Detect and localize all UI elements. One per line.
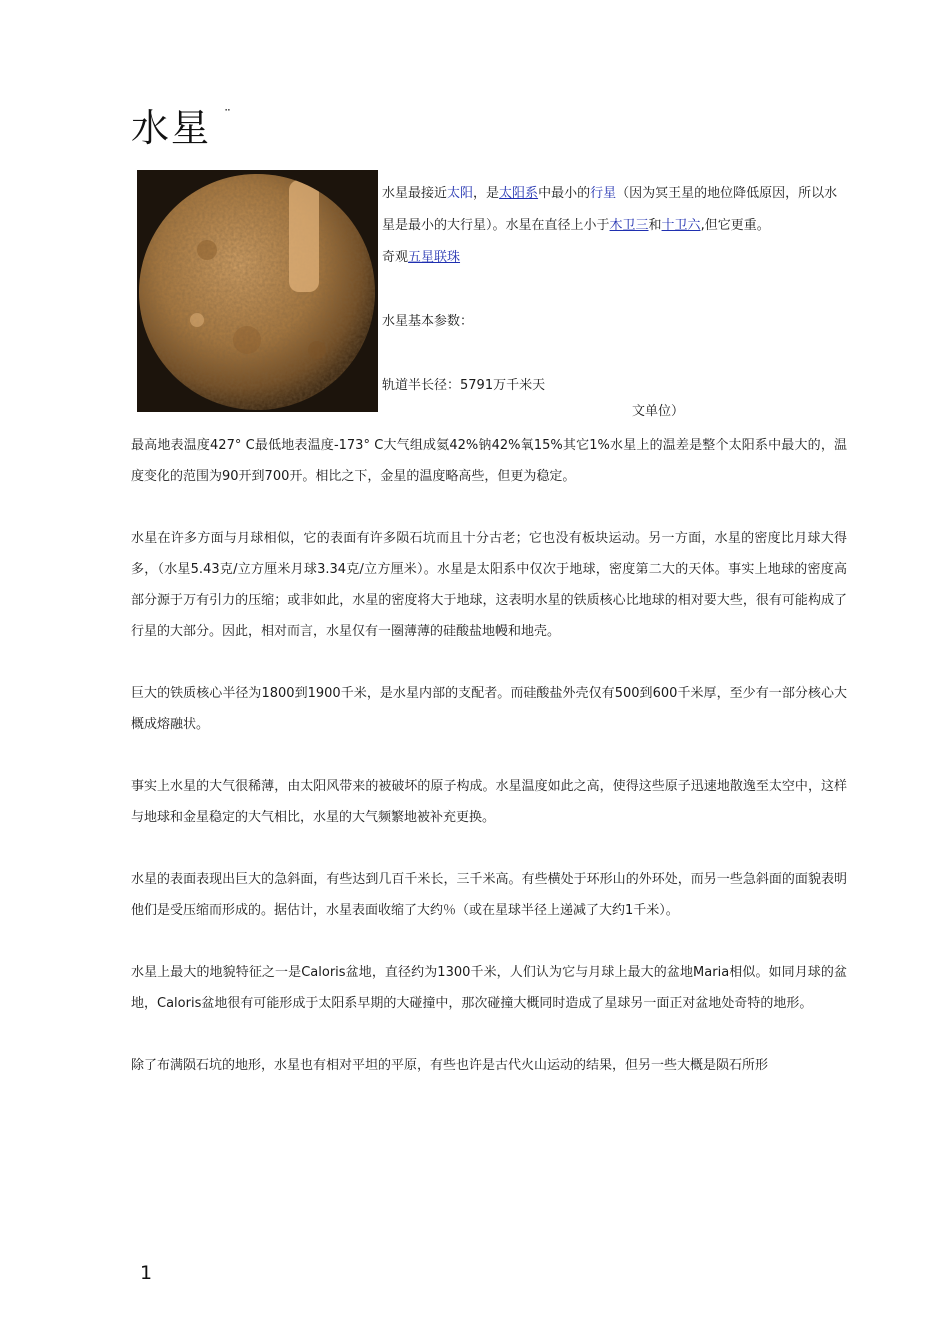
intro-wonder — [382, 242, 848, 274]
intro-text: （因为冥王星的地位降低原因，所以水星是最小的大行星）。水星在直径上小于 — [382, 186, 838, 233]
link-ganymede[interactable]: 木卫三 — [609, 218, 649, 233]
mercury-image — [137, 170, 378, 412]
link-planet[interactable]: 行星 — [590, 186, 617, 201]
paragraph-density: 水星在许多方面与月球相似，它的表面有许多陨石坑而且十分古老；它也没有板块运动。另一方面，水星的密度比月球大得多，（水星5.43克/立方厘米月球3.34克/立方厘米）。水星是太阳系中仅次于地球，密度第二大的天体。事实上地球的密度高部分源于万有引力的压缩；或非如此，水星的密度将大于地球，这表明水星的铁质核心比地球的相对要大些，很有可能构成了行星的大部分。因此，相对而言，水星仅有一圈薄薄的硅酸盐地幔和地壳。 — [131, 531, 847, 639]
paragraph-atmosphere: 事实上水星的大气很稀薄，由太阳风带来的被破坏的原子构成。水星温度如此之高，使得这些原子迅速地散逸至太空中，这样与地球和金星稳定的大气相比，水星的大气频繁地被补充更换。 — [131, 779, 847, 825]
paragraph-core: 巨大的铁质核心半径为1800到1900千米，是水星内部的支配者。而硅酸盐外壳仅有500到600千米厚，至少有一部分核心大概成熔融状。 — [131, 686, 847, 732]
title-mark: ¨ — [224, 108, 231, 124]
intro-text: 中最小的 — [538, 186, 591, 201]
intro-text: 奇观 — [382, 250, 409, 265]
link-titan[interactable]: 十卫六 — [661, 218, 701, 233]
intro-text: 和 — [648, 218, 662, 233]
intro-text: 水星最接近 — [382, 186, 448, 201]
paragraph-temperature: 最高地表温度427° C最低地表温度-173° C大气组成氦42%钠42%氧15%其它1%水星上的温差是整个太阳系中最大的，温度变化的范围为90开到700开。相比之下，金星的温度略高些，但更为稳定。 — [131, 438, 847, 484]
intro-paragraph — [382, 178, 848, 242]
paragraph-scarps: 水星的表面表现出巨大的急斜面，有些达到几百千米长，三千米高。有些横处于环形山的外环处，而另一些急斜面的面貌表明他们是受压缩而形成的。据估计，水星表面收缩了大约％（或在星球半径上递减了大约1千米）。 — [131, 872, 847, 918]
link-solar-system[interactable]: 太阳系 — [499, 186, 539, 201]
page-title: 水星 — [131, 106, 212, 150]
link-five-planets[interactable]: 五星联珠 — [408, 250, 461, 265]
body-text — [131, 430, 847, 1112]
link-sun[interactable]: 太阳 — [447, 186, 474, 201]
orbit-tail: 文单位） — [632, 404, 685, 419]
params-heading: 水星基本参数： — [382, 314, 474, 329]
paragraph-caloris: 水星上最大的地貌特征之一是Caloris盆地，直径约为1300千米，人们认为它与月球上最大的盆地Maria相似。如同月球的盆地，Caloris盆地很有可能形成于太阳系早期的大碰撞中，那次碰撞大概同时造成了星球另一面正对盆地处奇特的地形。 — [131, 965, 847, 1011]
intro-block — [382, 178, 848, 402]
page-number: 1 — [140, 1262, 153, 1284]
intro-text: ,但它更重。 — [700, 218, 770, 233]
intro-text: ，是 — [473, 186, 500, 201]
paragraph-plains: 除了布满陨石坑的地形，水星也有相对平坦的平原，有些也许是古代火山运动的结果，但另一些大概是陨石所形 — [131, 1058, 769, 1073]
orbit-line: 轨道半长径：5791万千米天 — [382, 378, 546, 393]
